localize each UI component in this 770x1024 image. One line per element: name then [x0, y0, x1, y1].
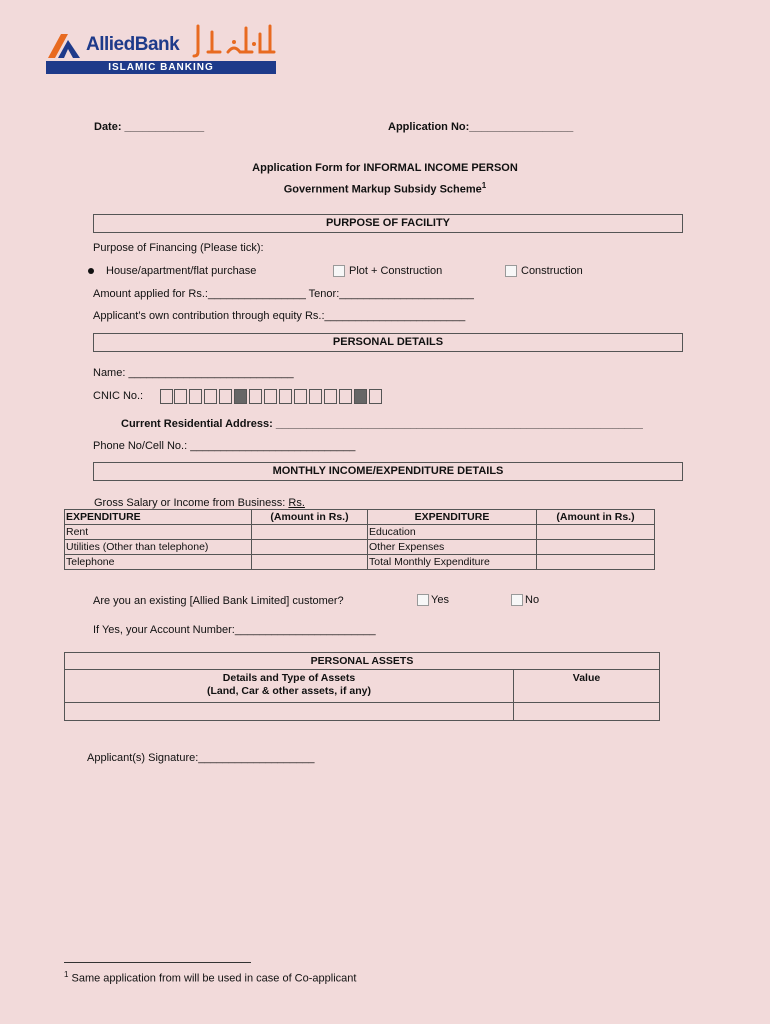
option-house[interactable] — [88, 265, 256, 277]
bullet-icon — [88, 268, 94, 274]
application-no-field[interactable]: Application No:_________________ — [388, 121, 574, 133]
table-row — [65, 555, 655, 570]
table-row — [65, 525, 655, 540]
purpose-heading: PURPOSE OF FACILITY — [93, 214, 683, 233]
option-construction[interactable] — [505, 265, 583, 277]
allied-bank-logo-icon — [46, 32, 82, 60]
cnic-digit-box[interactable] — [219, 389, 232, 404]
account-number-field[interactable]: If Yes, your Account Number:_______________________ — [93, 624, 376, 636]
assets-heading: PERSONAL ASSETS — [65, 653, 660, 670]
cnic-digit-box[interactable] — [204, 389, 217, 404]
cnic-separator-box — [354, 389, 367, 404]
cnic-digit-box[interactable] — [369, 389, 382, 404]
form-title-line1: Application Form for INFORMAL INCOME PERSON — [252, 162, 518, 174]
cnic-digit-box[interactable] — [294, 389, 307, 404]
table-header-row — [65, 510, 655, 525]
col-expenditure-right: EXPENDITURE — [368, 510, 537, 525]
row-label: Rent — [65, 525, 252, 540]
amount-cell[interactable] — [252, 555, 368, 570]
row-label: Telephone — [65, 555, 252, 570]
phone-field[interactable]: Phone No/Cell No.: ___________________________ — [93, 440, 356, 452]
name-field[interactable]: Name: ___________________________ — [93, 367, 294, 379]
amount-cell[interactable] — [537, 540, 655, 555]
row-label: Education — [368, 525, 537, 540]
amount-cell[interactable] — [537, 525, 655, 540]
table-header-row — [65, 653, 660, 670]
footnote-divider — [64, 962, 251, 963]
cnic-digit-box[interactable] — [279, 389, 292, 404]
option-yes[interactable] — [417, 594, 449, 606]
col-asset-value: Value — [514, 670, 660, 703]
date-field[interactable]: Date: _____________ — [94, 121, 205, 133]
cnic-digit-box[interactable] — [324, 389, 337, 404]
cnic-separator-box — [234, 389, 247, 404]
address-field[interactable]: Current Residential Address: ____________________________________________________________ — [121, 418, 643, 430]
footnote-number: 1 — [64, 970, 69, 979]
checkbox-icon[interactable] — [505, 265, 517, 277]
col-expenditure-left: EXPENDITURE — [65, 510, 252, 525]
amount-cell[interactable] — [252, 525, 368, 540]
purpose-prompt: Purpose of Financing (Please tick): — [93, 242, 264, 254]
amount-tenor-field[interactable]: Amount applied for Rs.:________________ Tenor:______________________ — [93, 288, 474, 300]
col-amount-left: (Amount in Rs.) — [252, 510, 368, 525]
form-title-line2: Government Markup Subsidy Scheme — [283, 183, 482, 196]
row-label: Utilities (Other than telephone) — [65, 540, 252, 555]
asset-details-line1: Details and Type of Assets — [222, 672, 356, 684]
cnic-digit-box[interactable] — [189, 389, 202, 404]
gross-income-rs: Rs. — [288, 497, 305, 509]
personal-assets-table — [64, 652, 660, 721]
option-construction-label: Construction — [521, 265, 583, 277]
option-no-label: No — [525, 594, 540, 606]
cnic-digit-box[interactable] — [309, 389, 322, 404]
option-house-label: House/apartment/flat purchase — [106, 265, 257, 277]
cnic-label: CNIC No.: — [93, 390, 144, 402]
cnic-digit-box[interactable] — [160, 389, 173, 404]
existing-customer-question: Are you an existing [Allied Bank Limited] customer? — [93, 595, 344, 607]
gross-income-field[interactable] — [94, 497, 305, 509]
cnic-digit-box[interactable] — [174, 389, 187, 404]
option-plot-label: Plot + Construction — [349, 265, 443, 277]
expenditure-table — [64, 509, 655, 570]
checkbox-icon[interactable] — [511, 594, 523, 606]
cnic-digit-box[interactable] — [264, 389, 277, 404]
brand-tagline: ISLAMIC BANKING — [46, 61, 276, 74]
asset-details-line2: (Land, Car & other assets, if any) — [207, 685, 371, 697]
personal-heading: PERSONAL DETAILS — [93, 333, 683, 352]
cnic-digit-box[interactable] — [249, 389, 262, 404]
table-row — [65, 540, 655, 555]
arabic-logotype-icon — [190, 22, 278, 60]
option-no[interactable] — [511, 594, 539, 606]
gross-income-label: Gross Salary or Income from Business: — [94, 497, 289, 509]
amount-cell[interactable] — [537, 555, 655, 570]
brand-name: AlliedBank — [86, 34, 180, 55]
income-heading: MONTHLY INCOME/EXPENDITURE DETAILS — [93, 462, 683, 481]
col-asset-details — [65, 670, 514, 703]
option-yes-label: Yes — [431, 594, 449, 606]
checkbox-icon[interactable] — [417, 594, 429, 606]
cnic-digit-box[interactable] — [339, 389, 352, 404]
form-title — [0, 162, 770, 174]
asset-details-cell[interactable] — [65, 703, 514, 721]
col-amount-right: (Amount in Rs.) — [537, 510, 655, 525]
signature-field[interactable]: Applicant(s) Signature:___________________ — [87, 752, 315, 764]
footnote-ref: 1 — [481, 181, 487, 190]
equity-field[interactable]: Applicant’s own contribution through equity Rs.:_______________________ — [93, 310, 466, 322]
footnote-text: Same application from will be used in case of Co-applicant — [71, 972, 357, 985]
table-row — [65, 703, 660, 721]
form-subtitle — [0, 181, 770, 196]
amount-cell[interactable] — [252, 540, 368, 555]
option-plot-construction[interactable] — [333, 265, 442, 277]
footnote — [64, 970, 356, 985]
row-label: Other Expenses — [368, 540, 537, 555]
table-header-row — [65, 670, 660, 703]
row-label: Total Monthly Expenditure — [368, 555, 537, 570]
asset-value-cell[interactable] — [514, 703, 660, 721]
checkbox-icon[interactable] — [333, 265, 345, 277]
